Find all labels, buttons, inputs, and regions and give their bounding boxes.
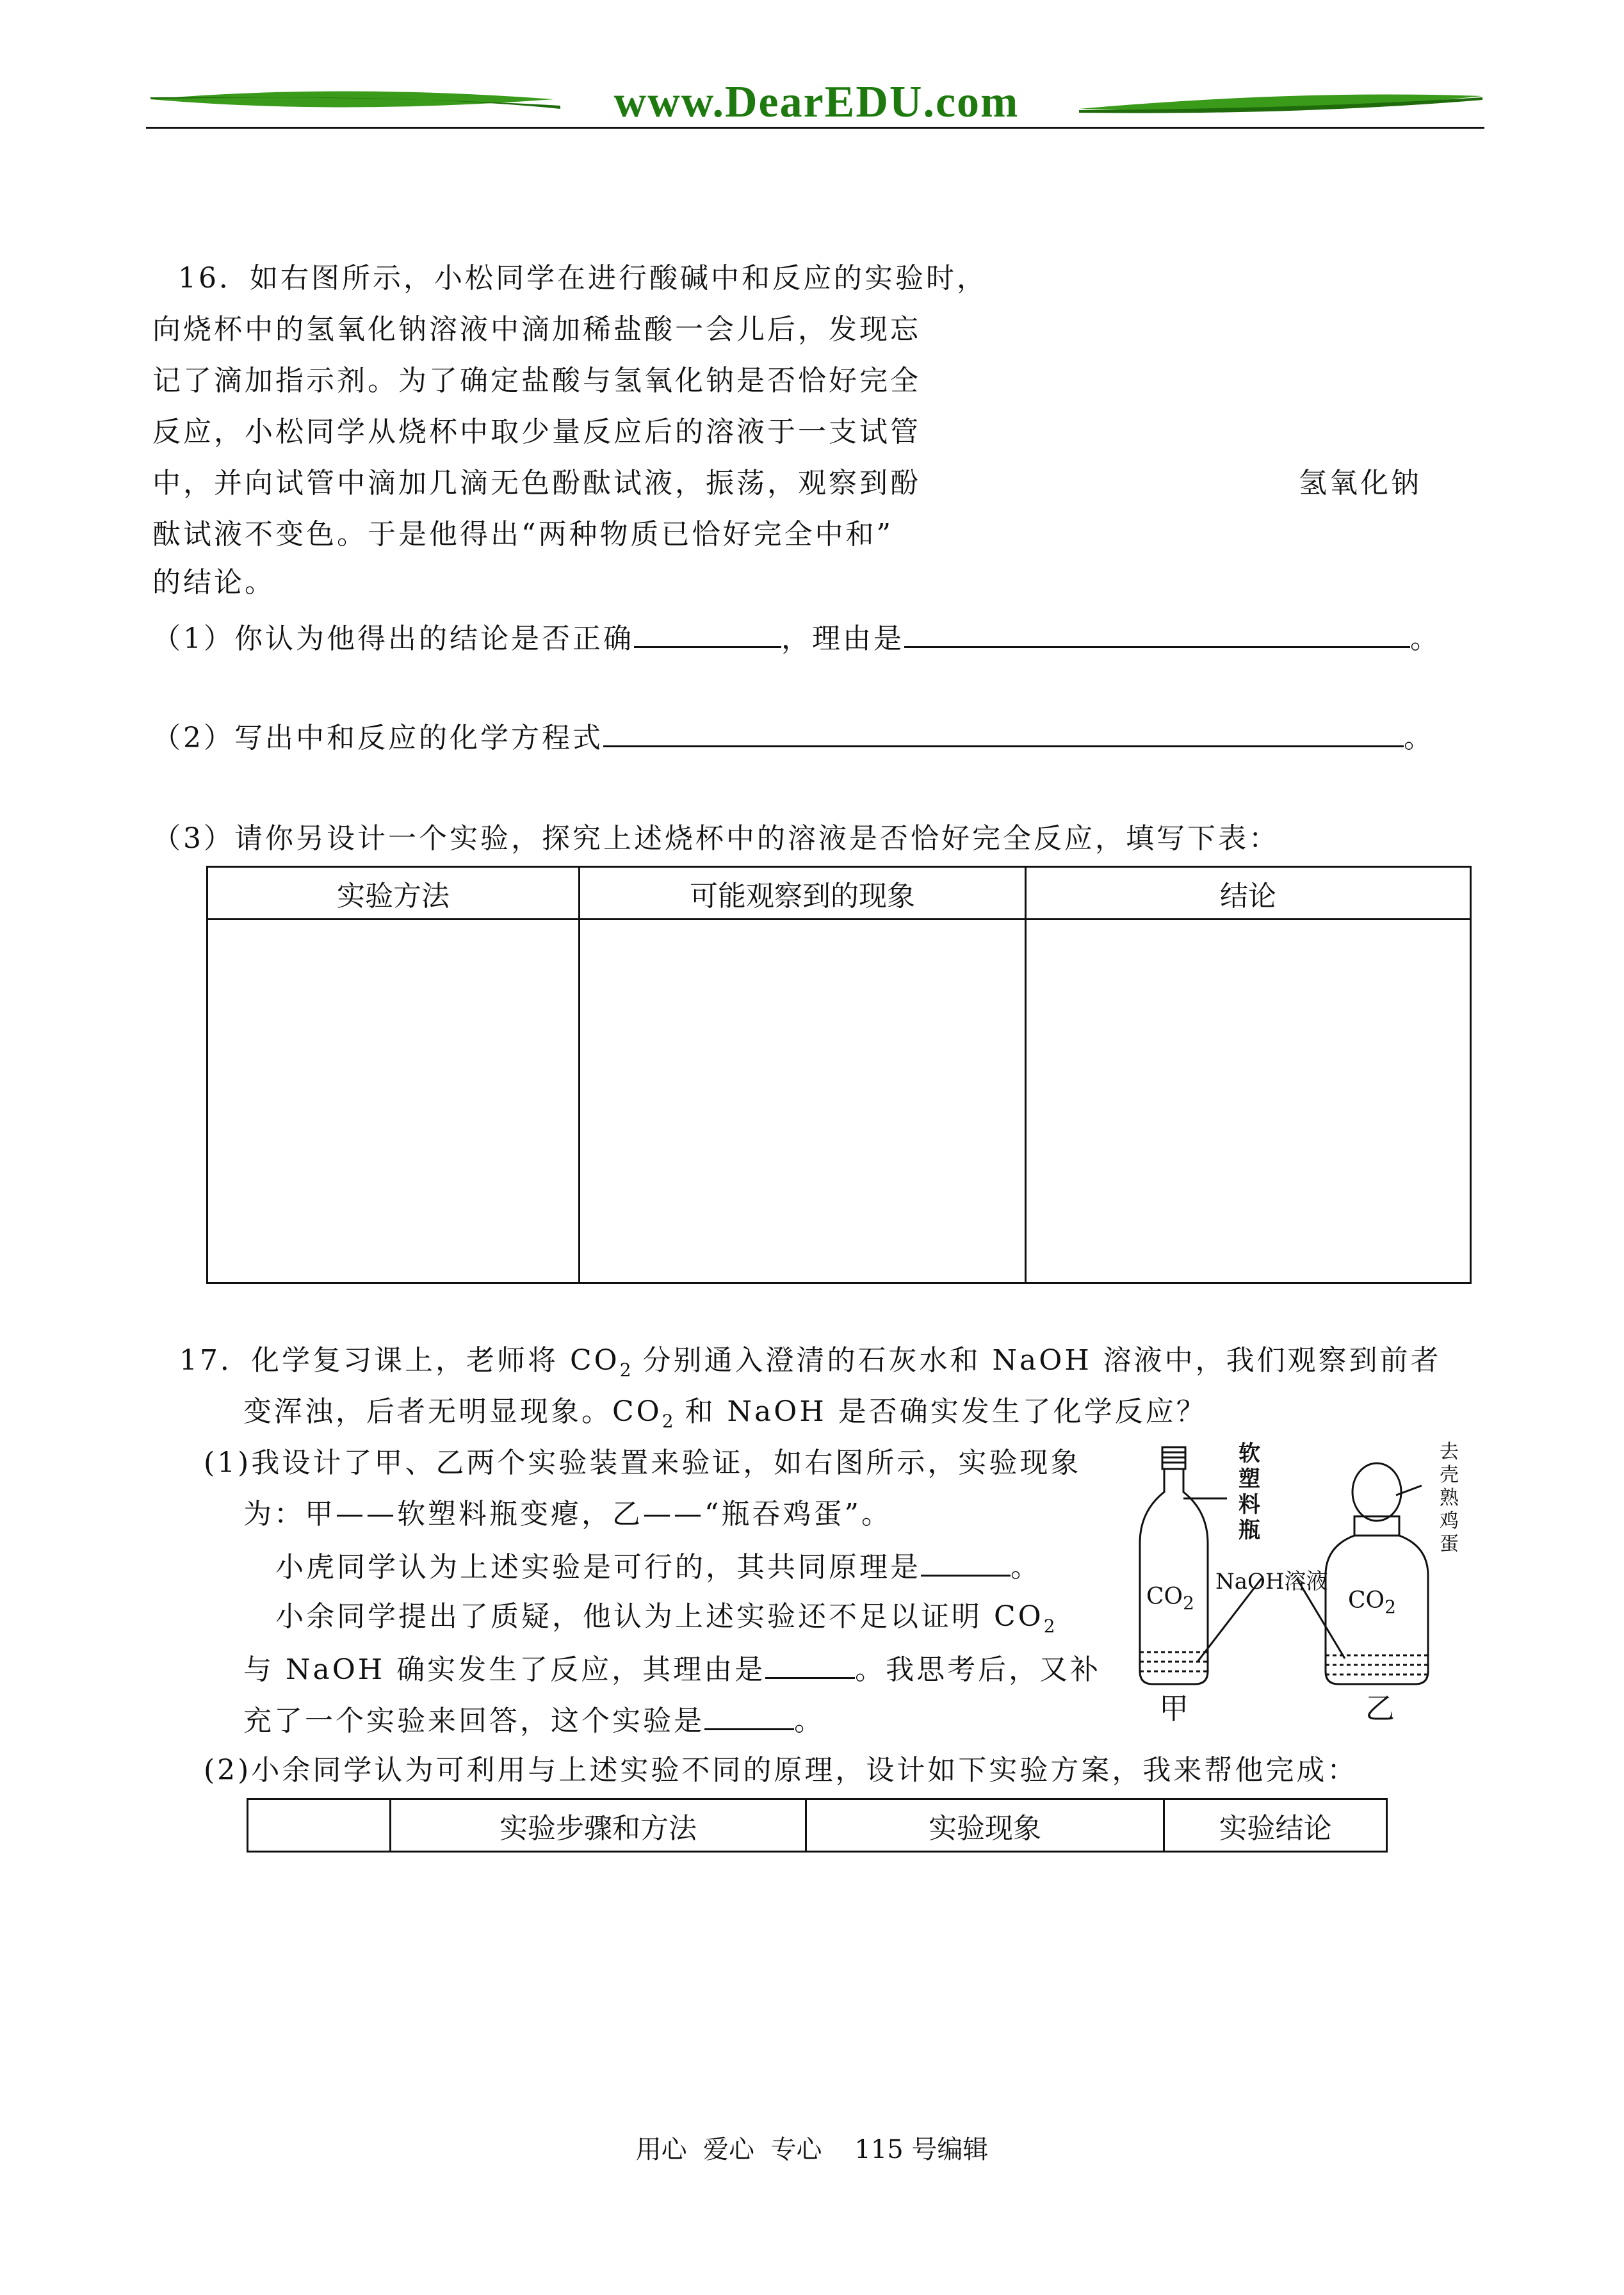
q16-figure-label: 氢氧化钠 — [1299, 467, 1422, 499]
q17-intro-1a: 17．化学复习课上，老师将 CO — [179, 1344, 620, 1377]
q17-s1-3a: 小虎同学认为上述实验是可行的，其共同原理是 — [275, 1551, 921, 1584]
q17-s1-line-6 — [243, 1694, 825, 1747]
q17-intro-2b: 和 NaOH 是否确实发生了化学反应？ — [673, 1395, 1207, 1428]
q17-s1-4-sub: 2 — [1043, 1615, 1055, 1637]
q17-s1-6a: 充了一个实验来回答，这个实验是 — [243, 1705, 704, 1737]
q16-table-header-conclusion: 结论 — [1026, 867, 1471, 920]
co2-right-sub: 2 — [1384, 1596, 1396, 1618]
q16-table-cell-method[interactable] — [207, 920, 580, 1283]
q17-s1-6-end: 。 — [794, 1705, 825, 1737]
q17-table-header-blank — [248, 1799, 391, 1852]
q17-s2: (2)小余同学认为可利用与上述实验不同的原理，设计如下实验方案，我来帮他完成： — [204, 1754, 1358, 1787]
apparatus-label-yi: 乙 — [1365, 1691, 1395, 1726]
q17-s1-4a: 小余同学提出了质疑，他认为上述实验还不足以证明 CO — [275, 1600, 1044, 1633]
header-rule — [146, 127, 1484, 129]
q16-part2-end: 。 — [1404, 722, 1434, 754]
q16-table-cell-conclusion[interactable] — [1026, 920, 1471, 1283]
q16-table-header-method: 实验方法 — [207, 867, 580, 920]
q16-answer-table — [206, 866, 1472, 1284]
q17-table-header-steps: 实验步骤和方法 — [391, 1799, 806, 1852]
q16-part2-question: （2）写出中和反应的化学方程式 — [152, 722, 603, 754]
q17-answer-blank-reason[interactable] — [765, 1642, 855, 1679]
q17-s1-3-end: 。 — [1011, 1551, 1041, 1584]
q17-table-header-phenomenon: 实验现象 — [806, 1799, 1164, 1852]
q17-s1-line-1: (1)我设计了甲、乙两个实验装置来验证，如右图所示，实验现象 — [204, 1447, 1082, 1479]
q16-table-cell-phenomenon[interactable] — [580, 920, 1026, 1283]
q17-intro-1-sub: 2 — [619, 1359, 631, 1381]
q16-answer-blank-correct[interactable] — [634, 612, 781, 648]
soft-plastic-bottle-icon — [1140, 1447, 1227, 1684]
q17-intro-2a: 变浑浊，后者无明显现象。CO — [243, 1395, 662, 1428]
q16-answer-blank-equation[interactable] — [603, 711, 1404, 747]
q16-part1 — [152, 612, 1441, 665]
co2-left-text: CO — [1146, 1584, 1183, 1610]
page-footer: 用心 爱心 专心 115 号编辑 — [635, 2135, 989, 2164]
q16-line-6: 酞试液不变色。于是他得出“两种物质已恰好完全中和” — [152, 518, 893, 551]
naoh-solution-label: NaOH溶液 — [1215, 1569, 1328, 1594]
egg-label: 去壳熟鸡蛋 — [1440, 1441, 1459, 1555]
co2-right-text: CO — [1348, 1587, 1385, 1614]
q16-table-header-phenomenon: 可能观察到的现象 — [580, 867, 1026, 920]
header-logo-text: www.DearEDU.com — [613, 77, 1019, 127]
q16-part1-question: （1）你认为他得出的结论是否正确 — [152, 622, 634, 655]
apparatus-label-jia: 甲 — [1159, 1691, 1189, 1726]
q16-line-5: 中，并向试管中滴加几滴无色酚酞试液，振荡，观察到酚 — [152, 467, 921, 499]
q17-answer-blank-principle[interactable] — [921, 1540, 1011, 1577]
bottle-label-soft-plastic: 软塑料瓶 — [1238, 1441, 1260, 1543]
q17-table-header-conclusion: 实验结论 — [1164, 1799, 1387, 1852]
q16-line-2: 向烧杯中的氢氧化钠溶液中滴加稀盐酸一会儿后，发现忘 — [152, 313, 921, 346]
q17-answer-blank-experiment[interactable] — [704, 1694, 794, 1730]
q17-s1-5b: 。我思考后，又补 — [855, 1653, 1101, 1686]
q16-part2 — [152, 711, 1434, 764]
q16-line-7: 的结论。 — [152, 566, 275, 599]
co2-label-left — [1146, 1583, 1194, 1618]
q16-line-4: 反应，小松同学从烧杯中取少量反应后的溶液于一支试管 — [152, 416, 921, 448]
q17-s1-line-3 — [275, 1540, 1041, 1593]
q17-intro-2-sub: 2 — [662, 1410, 674, 1432]
q16-line-3: 记了滴加指示剂。为了确定盐酸与氢氧化钠是否恰好完全 — [152, 364, 921, 397]
q17-answer-table — [247, 1798, 1388, 1853]
q17-s1-line-5 — [243, 1642, 1101, 1696]
q17-s1-5a: 与 NaOH 确实发生了反应，其理由是 — [243, 1653, 766, 1686]
q16-answer-blank-reason[interactable] — [904, 612, 1410, 648]
q16-part1-end: 。 — [1410, 622, 1441, 655]
q17-intro-1b: 分别通入澄清的石灰水和 NaOH 溶液中，我们观察到前者 — [631, 1344, 1441, 1377]
q17-apparatus-figure — [1133, 1441, 1466, 1735]
q16-line-1: 16．如右图所示，小松同学在进行酸碱中和反应的实验时， — [178, 262, 987, 295]
header-banner — [144, 70, 1489, 134]
q16-part1-reason-label: ，理由是 — [781, 622, 904, 655]
q17-s1-line-2: 为：甲——软塑料瓶变瘪，乙——“瓶吞鸡蛋”。 — [243, 1498, 892, 1530]
co2-label-right — [1348, 1587, 1396, 1621]
q16-part3: （3）请你另设计一个实验，探究上述烧杯中的溶液是否恰好完全反应，填写下表： — [152, 822, 1279, 855]
co2-left-sub: 2 — [1183, 1593, 1194, 1614]
